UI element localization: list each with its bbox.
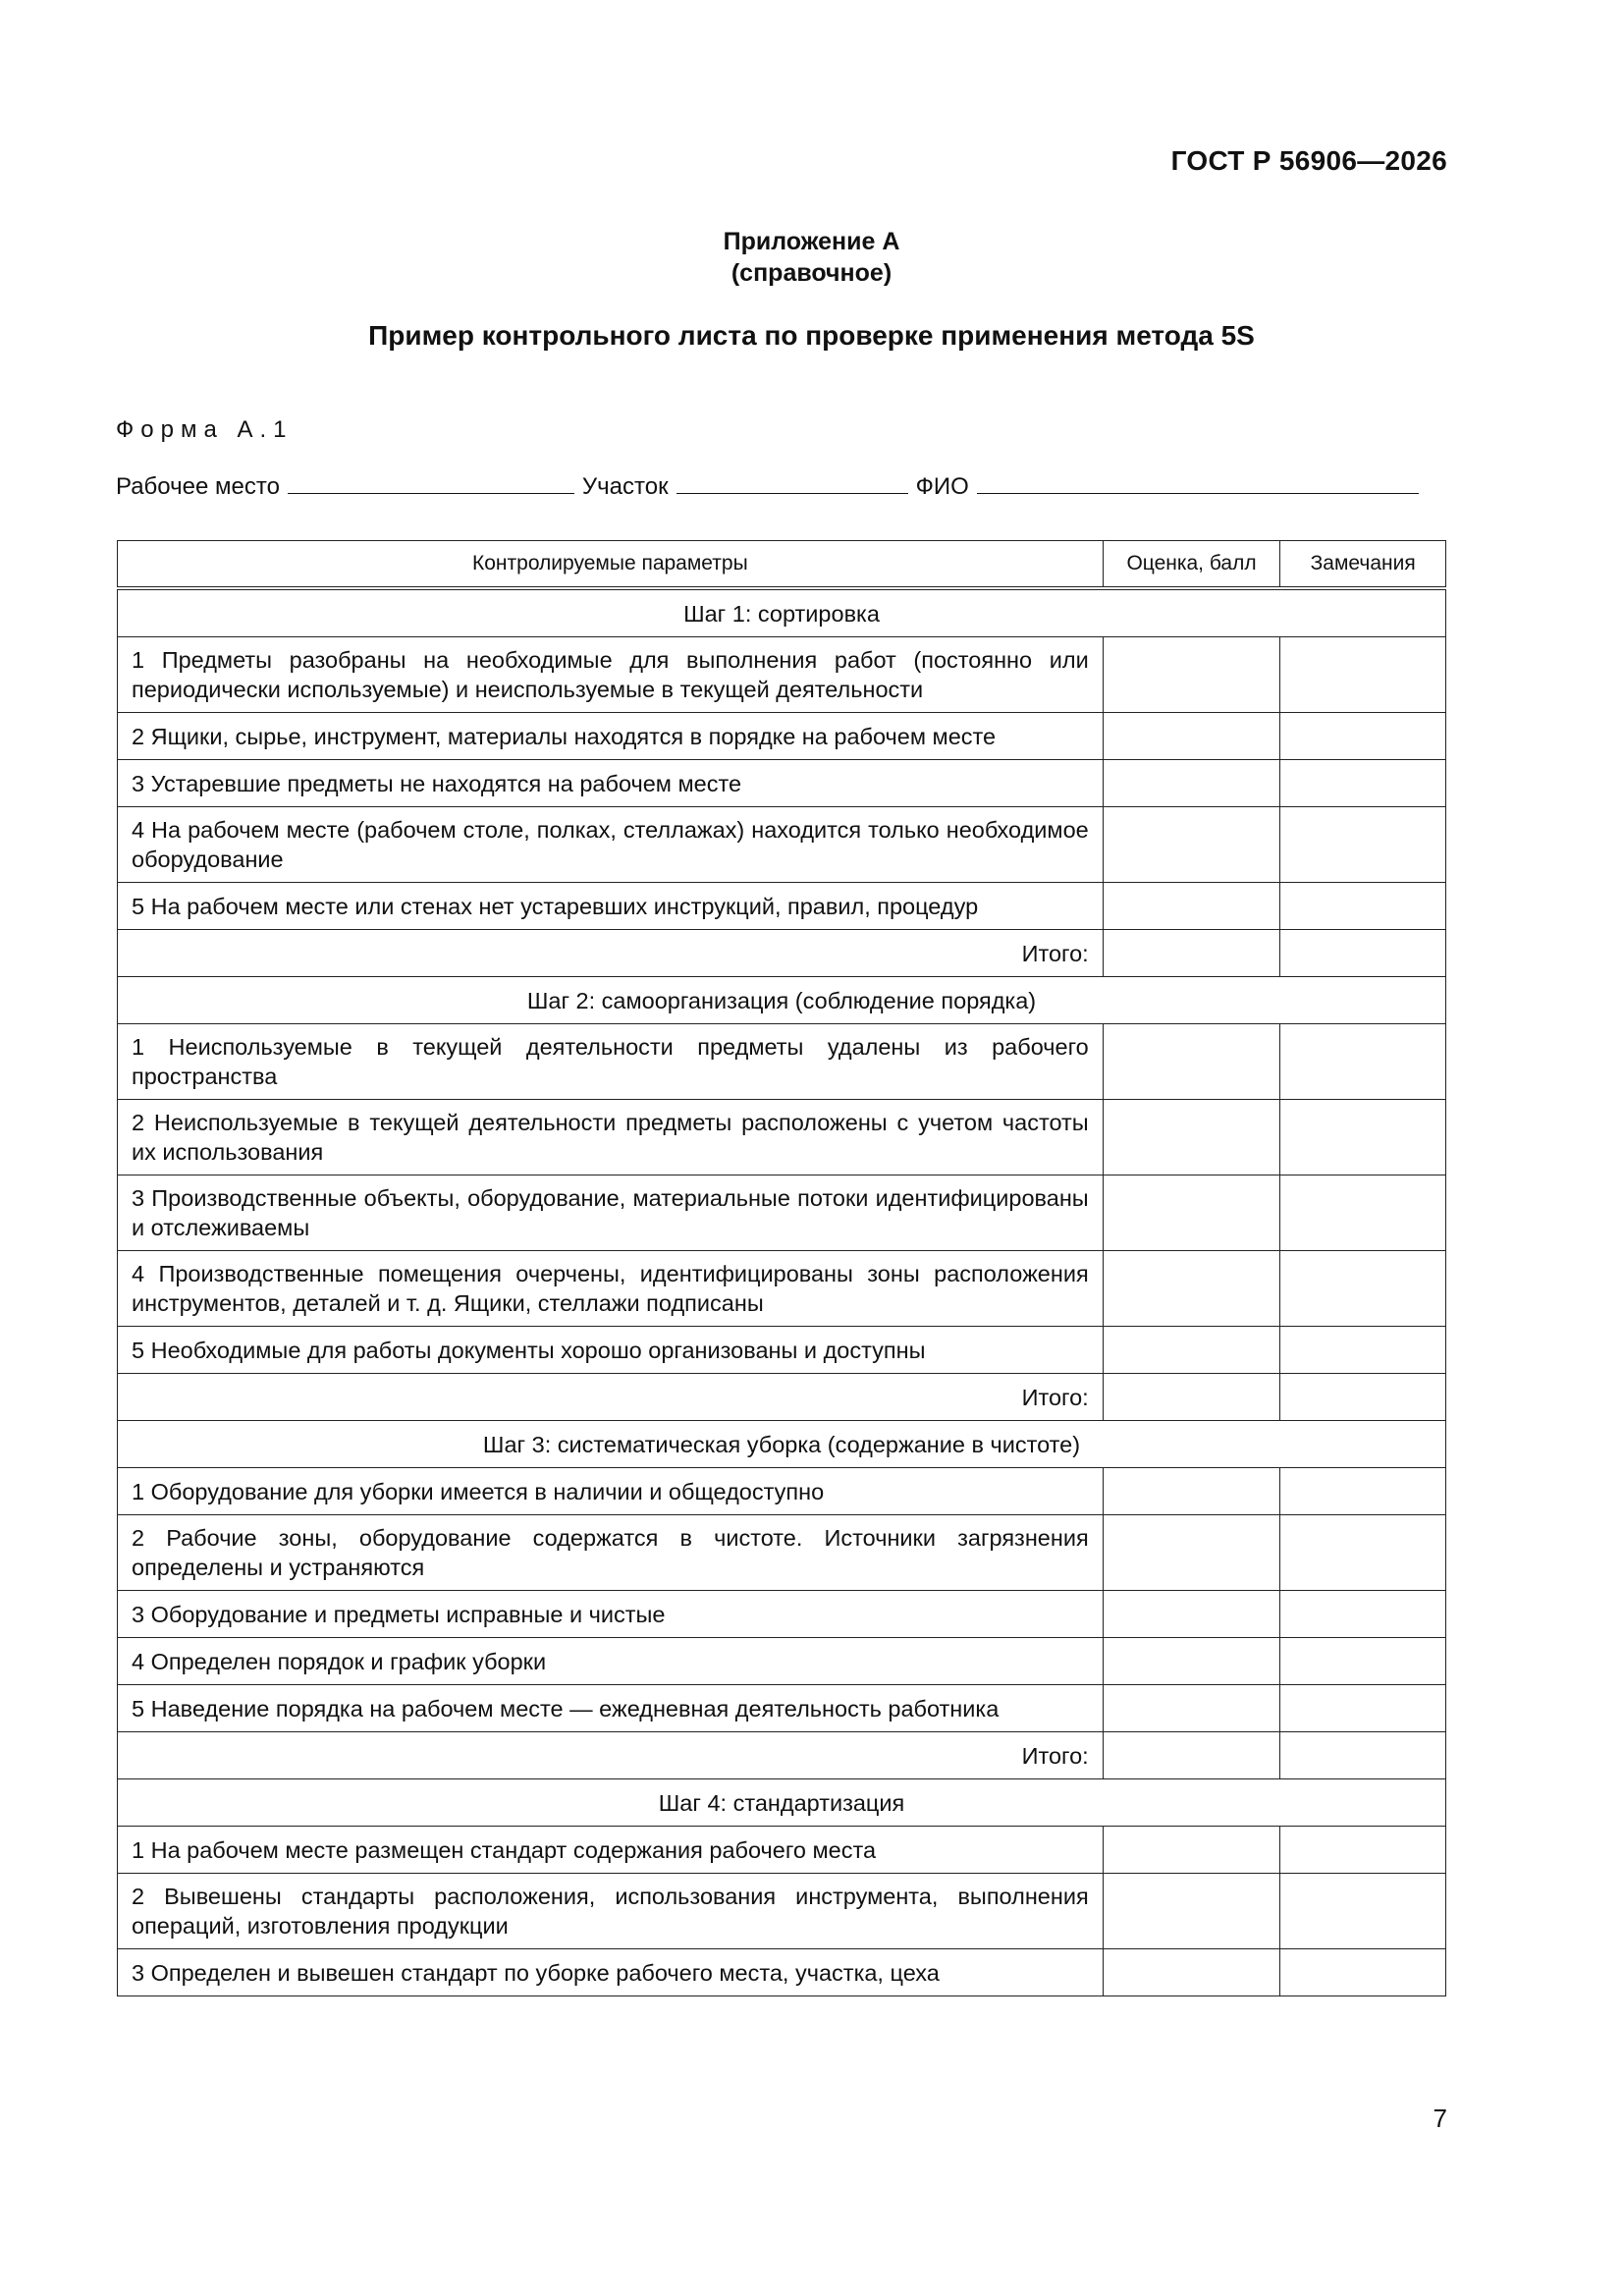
remarks-cell[interactable] — [1280, 807, 1446, 883]
form-label: Форма А.1 — [116, 416, 294, 443]
table-row — [118, 1949, 1446, 1996]
item-text: 1 На рабочем месте размещен стандарт содержания рабочего места — [118, 1827, 1104, 1874]
total-remarks-cell[interactable] — [1280, 1374, 1446, 1421]
header-parameters: Контролируемые параметры — [118, 541, 1104, 589]
document-title: Пример контрольного листа по проверке применения метода 5S — [368, 320, 1255, 351]
checklist-table — [117, 540, 1446, 1996]
table-row — [118, 1024, 1446, 1100]
remarks-cell[interactable] — [1280, 1591, 1446, 1638]
remarks-cell[interactable] — [1280, 1024, 1446, 1100]
item-text: 1 Неиспользуемые в текущей деятельности предметы удалены из рабочего пространства — [118, 1024, 1104, 1100]
table-row — [118, 1251, 1446, 1327]
total-label: Итого: — [118, 930, 1104, 977]
remarks-cell[interactable] — [1280, 1638, 1446, 1685]
remarks-cell[interactable] — [1280, 1949, 1446, 1996]
score-cell[interactable] — [1103, 1468, 1280, 1515]
score-cell[interactable] — [1103, 1515, 1280, 1591]
table-row — [118, 1685, 1446, 1732]
score-cell[interactable] — [1103, 1100, 1280, 1175]
score-cell[interactable] — [1103, 1638, 1280, 1685]
remarks-cell[interactable] — [1280, 1251, 1446, 1327]
total-row — [118, 1374, 1446, 1421]
table-row — [118, 883, 1446, 930]
table-row — [118, 1468, 1446, 1515]
table-row — [118, 1515, 1446, 1591]
item-text: 5 Необходимые для работы документы хорошо организованы и доступны — [118, 1327, 1104, 1374]
item-text: 4 Производственные помещения очерчены, идентифицированы зоны расположения инструментов, деталей и т. д. Ящики, стеллажи подписаны — [118, 1251, 1104, 1327]
table-row — [118, 1175, 1446, 1251]
total-row — [118, 930, 1446, 977]
name-label: ФИО — [915, 473, 969, 500]
item-text: 1 Оборудование для уборки имеется в наличии и общедоступно — [118, 1468, 1104, 1515]
total-score-cell[interactable] — [1103, 1732, 1280, 1779]
score-cell[interactable] — [1103, 1251, 1280, 1327]
standard-id: ГОСТ Р 56906—2026 — [1170, 145, 1447, 176]
header-score: Оценка, балл — [1103, 541, 1280, 589]
item-text: 2 Ящики, сырье, инструмент, материалы находятся в порядке на рабочем месте — [118, 713, 1104, 760]
score-cell[interactable] — [1103, 1024, 1280, 1100]
score-cell[interactable] — [1103, 637, 1280, 713]
page-number: 7 — [1433, 2104, 1447, 2133]
section-blank[interactable] — [676, 473, 908, 494]
step-row — [118, 588, 1446, 637]
total-remarks-cell[interactable] — [1280, 1732, 1446, 1779]
remarks-cell[interactable] — [1280, 1100, 1446, 1175]
total-score-cell[interactable] — [1103, 930, 1280, 977]
table-row — [118, 807, 1446, 883]
remarks-cell[interactable] — [1280, 1327, 1446, 1374]
score-cell[interactable] — [1103, 1874, 1280, 1949]
remarks-cell[interactable] — [1280, 1515, 1446, 1591]
score-cell[interactable] — [1103, 760, 1280, 807]
item-text: 2 Рабочие зоны, оборудование содержатся в чистоте. Источники загрязнения определены и устраняются — [118, 1515, 1104, 1591]
step-title: Шаг 4: стандартизация — [118, 1779, 1446, 1827]
item-text: 5 Наведение порядка на рабочем месте — ежедневная деятельность работника — [118, 1685, 1104, 1732]
workplace-blank[interactable] — [288, 473, 574, 494]
workplace-label: Рабочее место — [116, 473, 280, 500]
score-cell[interactable] — [1103, 807, 1280, 883]
score-cell[interactable] — [1103, 1827, 1280, 1874]
remarks-cell[interactable] — [1280, 713, 1446, 760]
score-cell[interactable] — [1103, 883, 1280, 930]
table-row — [118, 1100, 1446, 1175]
total-label: Итого: — [118, 1732, 1104, 1779]
appendix-title: Приложение А — [723, 228, 900, 255]
score-cell[interactable] — [1103, 1685, 1280, 1732]
table-row — [118, 760, 1446, 807]
header-fields — [116, 473, 1441, 501]
score-cell[interactable] — [1103, 1591, 1280, 1638]
step-title: Шаг 2: самоорганизация (соблюдение порядка) — [118, 977, 1446, 1024]
score-cell[interactable] — [1103, 1327, 1280, 1374]
item-text: 3 Производственные объекты, оборудование, материальные потоки идентифицированы и отслеживаемы — [118, 1175, 1104, 1251]
item-text: 4 На рабочем месте (рабочем столе, полках, стеллажах) находится только необходимое оборудование — [118, 807, 1104, 883]
total-score-cell[interactable] — [1103, 1374, 1280, 1421]
total-remarks-cell[interactable] — [1280, 930, 1446, 977]
step-row — [118, 977, 1446, 1024]
remarks-cell[interactable] — [1280, 883, 1446, 930]
appendix-heading — [0, 226, 1623, 289]
item-text: 2 Вывешены стандарты расположения, использования инструмента, выполнения операций, изготовления продукции — [118, 1874, 1104, 1949]
remarks-cell[interactable] — [1280, 1468, 1446, 1515]
remarks-cell[interactable] — [1280, 760, 1446, 807]
section-label: Участок — [581, 473, 669, 500]
table-row — [118, 1327, 1446, 1374]
step-row — [118, 1421, 1446, 1468]
remarks-cell[interactable] — [1280, 1685, 1446, 1732]
appendix-subtitle: (справочное) — [730, 259, 893, 287]
item-text: 4 Определен порядок и график уборки — [118, 1638, 1104, 1685]
score-cell[interactable] — [1103, 1949, 1280, 1996]
table-row — [118, 1874, 1446, 1949]
table-row — [118, 1827, 1446, 1874]
item-text: 2 Неиспользуемые в текущей деятельности предметы расположены с учетом частоты их использования — [118, 1100, 1104, 1175]
step-title: Шаг 3: систематическая уборка (содержание в чистоте) — [118, 1421, 1446, 1468]
item-text: 5 На рабочем месте или стенах нет устаревших инструкций, правил, процедур — [118, 883, 1104, 930]
score-cell[interactable] — [1103, 1175, 1280, 1251]
remarks-cell[interactable] — [1280, 1874, 1446, 1949]
remarks-cell[interactable] — [1280, 637, 1446, 713]
remarks-cell[interactable] — [1280, 1175, 1446, 1251]
remarks-cell[interactable] — [1280, 1827, 1446, 1874]
header-remarks: Замечания — [1280, 541, 1446, 589]
table-header-row — [118, 541, 1446, 589]
table-row — [118, 713, 1446, 760]
total-label: Итого: — [118, 1374, 1104, 1421]
name-blank[interactable] — [977, 473, 1419, 494]
table-row — [118, 1591, 1446, 1638]
score-cell[interactable] — [1103, 713, 1280, 760]
table-row — [118, 637, 1446, 713]
item-text: 3 Устаревшие предметы не находятся на рабочем месте — [118, 760, 1104, 807]
total-row — [118, 1732, 1446, 1779]
item-text: 3 Оборудование и предметы исправные и чистые — [118, 1591, 1104, 1638]
step-title: Шаг 1: сортировка — [118, 588, 1446, 637]
table-row — [118, 1638, 1446, 1685]
item-text: 1 Предметы разобраны на необходимые для выполнения работ (постоянно или периодически используемые) и неиспользуемые в текущей деятельности — [118, 637, 1104, 713]
item-text: 3 Определен и вывешен стандарт по уборке рабочего места, участка, цеха — [118, 1949, 1104, 1996]
step-row — [118, 1779, 1446, 1827]
